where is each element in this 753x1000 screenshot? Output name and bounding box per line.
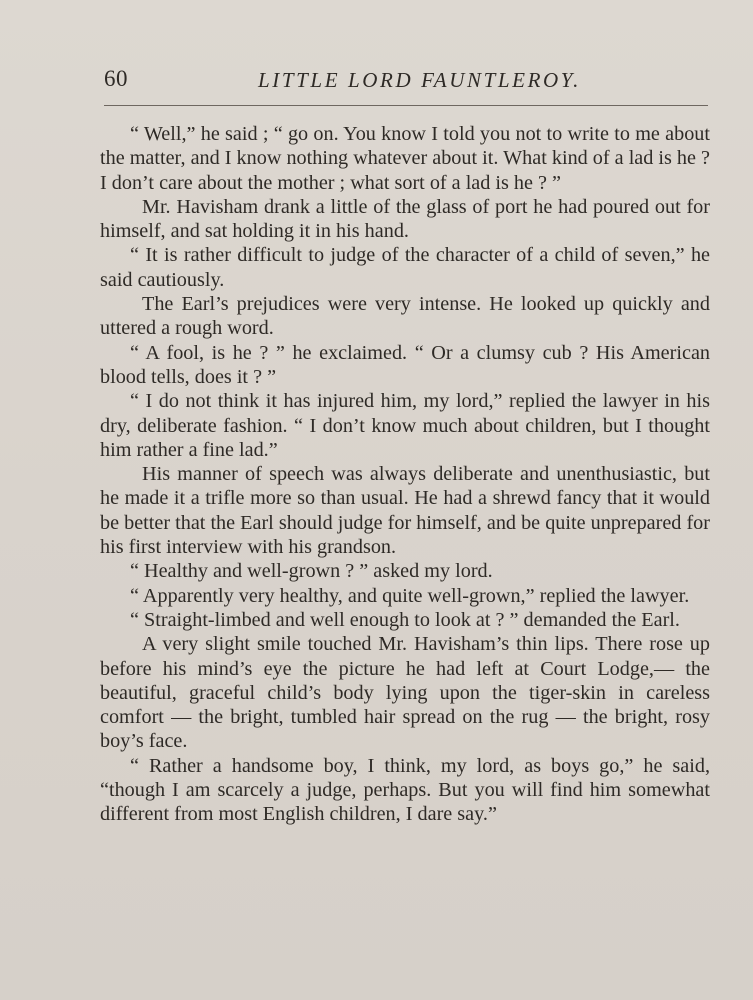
paragraph: “ Healthy and well-grown ? ” asked my lord. [130,560,493,583]
body-text [100,122,710,827]
page-number: 60 [104,66,128,91]
paragraph: “ I do not think it has injured him, my lord,” replied the lawyer in his dry, deliberate fashion. “ I don’t know much about children, but I thought him rather a fine lad.” [100,390,710,461]
header-rule [104,105,708,106]
page-header [100,66,710,98]
paragraph: “ Well,” he said ; “ go on. You know I told you not to write to me about the matter, and I know nothing whatever about it. What kind of a lad is he ? I don’t care about the mother ; what sort of a lad is he ? ” [100,123,710,194]
paragraph: His manner of speech was always deliberate and unenthusiastic, but he made it a trifle more so than usual. He had a shrewd fancy that it would be better that the Earl should judge for himself, and be quite unprepared for his first interview with his grandson. [100,463,710,559]
running-title: LITTLE LORD FAUNTLEROY. [258,68,581,92]
paragraph: A very slight smile touched Mr. Havisham’s thin lips. There rose up before his mind’s eye the picture he had left at Court Lodge,— the beautiful, graceful child’s body lying upon the tiger-skin in careless comfort — the bright, tumbled hair spread on the rug — the bright, rosy boy’s face. [100,633,710,753]
paragraph: “ Straight-limbed and well enough to look at ? ” demanded the Earl. [130,608,680,631]
paragraph: “ Apparently very healthy, and quite well-grown,” replied the lawyer. [130,584,690,607]
paragraph: “ A fool, is he ? ” he exclaimed. “ Or a clumsy cub ? His American blood tells, does it ? ” [100,341,710,388]
paragraph: Mr. Havisham drank a little of the glass of port he had poured out for himself, and sat holding it in his hand. [100,195,710,243]
paragraph: The Earl’s prejudices were very intense. He looked up quickly and uttered a rough word. [100,293,710,340]
paragraph: “ Rather a handsome boy, I think, my lord, as boys go,” he said, “though I am scarcely a judge, perhaps. But you will find him somewhat different from most English children, I dare say.” [100,754,710,826]
paragraph: “ It is rather difficult to judge of the character of a child of seven,” he said cautiously. [100,244,710,291]
